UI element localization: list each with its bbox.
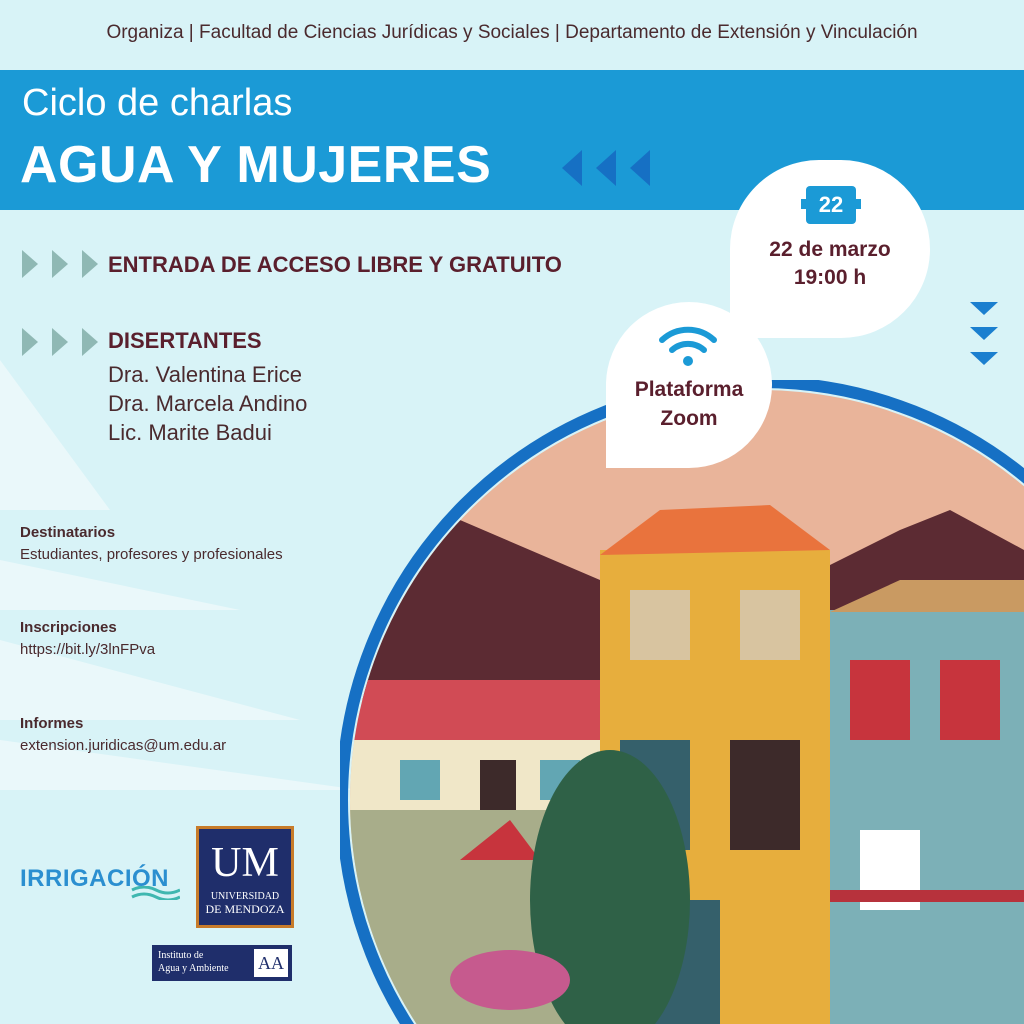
- platform-app: Zoom: [660, 407, 718, 430]
- iaa-logo: [152, 945, 292, 981]
- organizer-line: Organiza | Facultad de Ciencias Jurídicas y Sociales | Departamento de Extensión y Vinculación: [106, 22, 918, 43]
- irrigacion-logo: IRRIGACIÓN: [20, 865, 169, 892]
- iaa-line1: Instituto de: [158, 950, 204, 961]
- iaa-mark: AA: [254, 949, 288, 977]
- event-title: AGUA Y MUJERES: [20, 136, 492, 194]
- speaker-name: Dra. Valentina Erice: [108, 362, 303, 387]
- signup-label: Inscripciones: [20, 619, 117, 636]
- speakers-heading: DISERTANTES: [108, 328, 262, 353]
- um-logo: [196, 826, 294, 928]
- um-initials: UM: [211, 840, 279, 886]
- down-arrows-icon: [970, 302, 998, 365]
- free-access-label: ENTRADA DE ACCESO LIBRE Y GRATUITO: [108, 252, 562, 277]
- event-time: 19:00 h: [793, 266, 867, 289]
- contact-email[interactable]: extension.juridicas@um.edu.ar: [20, 737, 227, 754]
- iaa-line2: Agua y Ambiente: [158, 963, 229, 974]
- audience-label: Destinatarios: [20, 524, 116, 541]
- water-waves-icon: [130, 886, 180, 900]
- contact-label: Informes: [20, 715, 84, 732]
- speaker-name: Dra. Marcela Andino: [108, 391, 308, 416]
- calendar-icon: [806, 186, 856, 224]
- um-name-line2: DE MENDOZA: [205, 902, 285, 916]
- speakers-list: [108, 360, 307, 447]
- event-date: 22 de marzo: [769, 238, 891, 261]
- calendar-day: 22: [818, 192, 844, 217]
- series-title: Ciclo de charlas: [22, 82, 293, 124]
- speaker-name: Lic. Marite Badui: [108, 420, 272, 445]
- um-name-line1: UNIVERSIDAD: [210, 891, 280, 902]
- platform-name: Plataforma: [634, 378, 744, 401]
- town-illustration: [340, 380, 1024, 1024]
- speakers-arrows-icon: [22, 328, 98, 356]
- wifi-icon: [656, 322, 720, 368]
- signup-link[interactable]: https://bit.ly/3lnFPva: [20, 641, 156, 658]
- banner-arrows-icon: [562, 150, 650, 186]
- access-arrows-icon: [22, 250, 98, 278]
- audience-value: Estudiantes, profesores y profesionales: [20, 546, 283, 563]
